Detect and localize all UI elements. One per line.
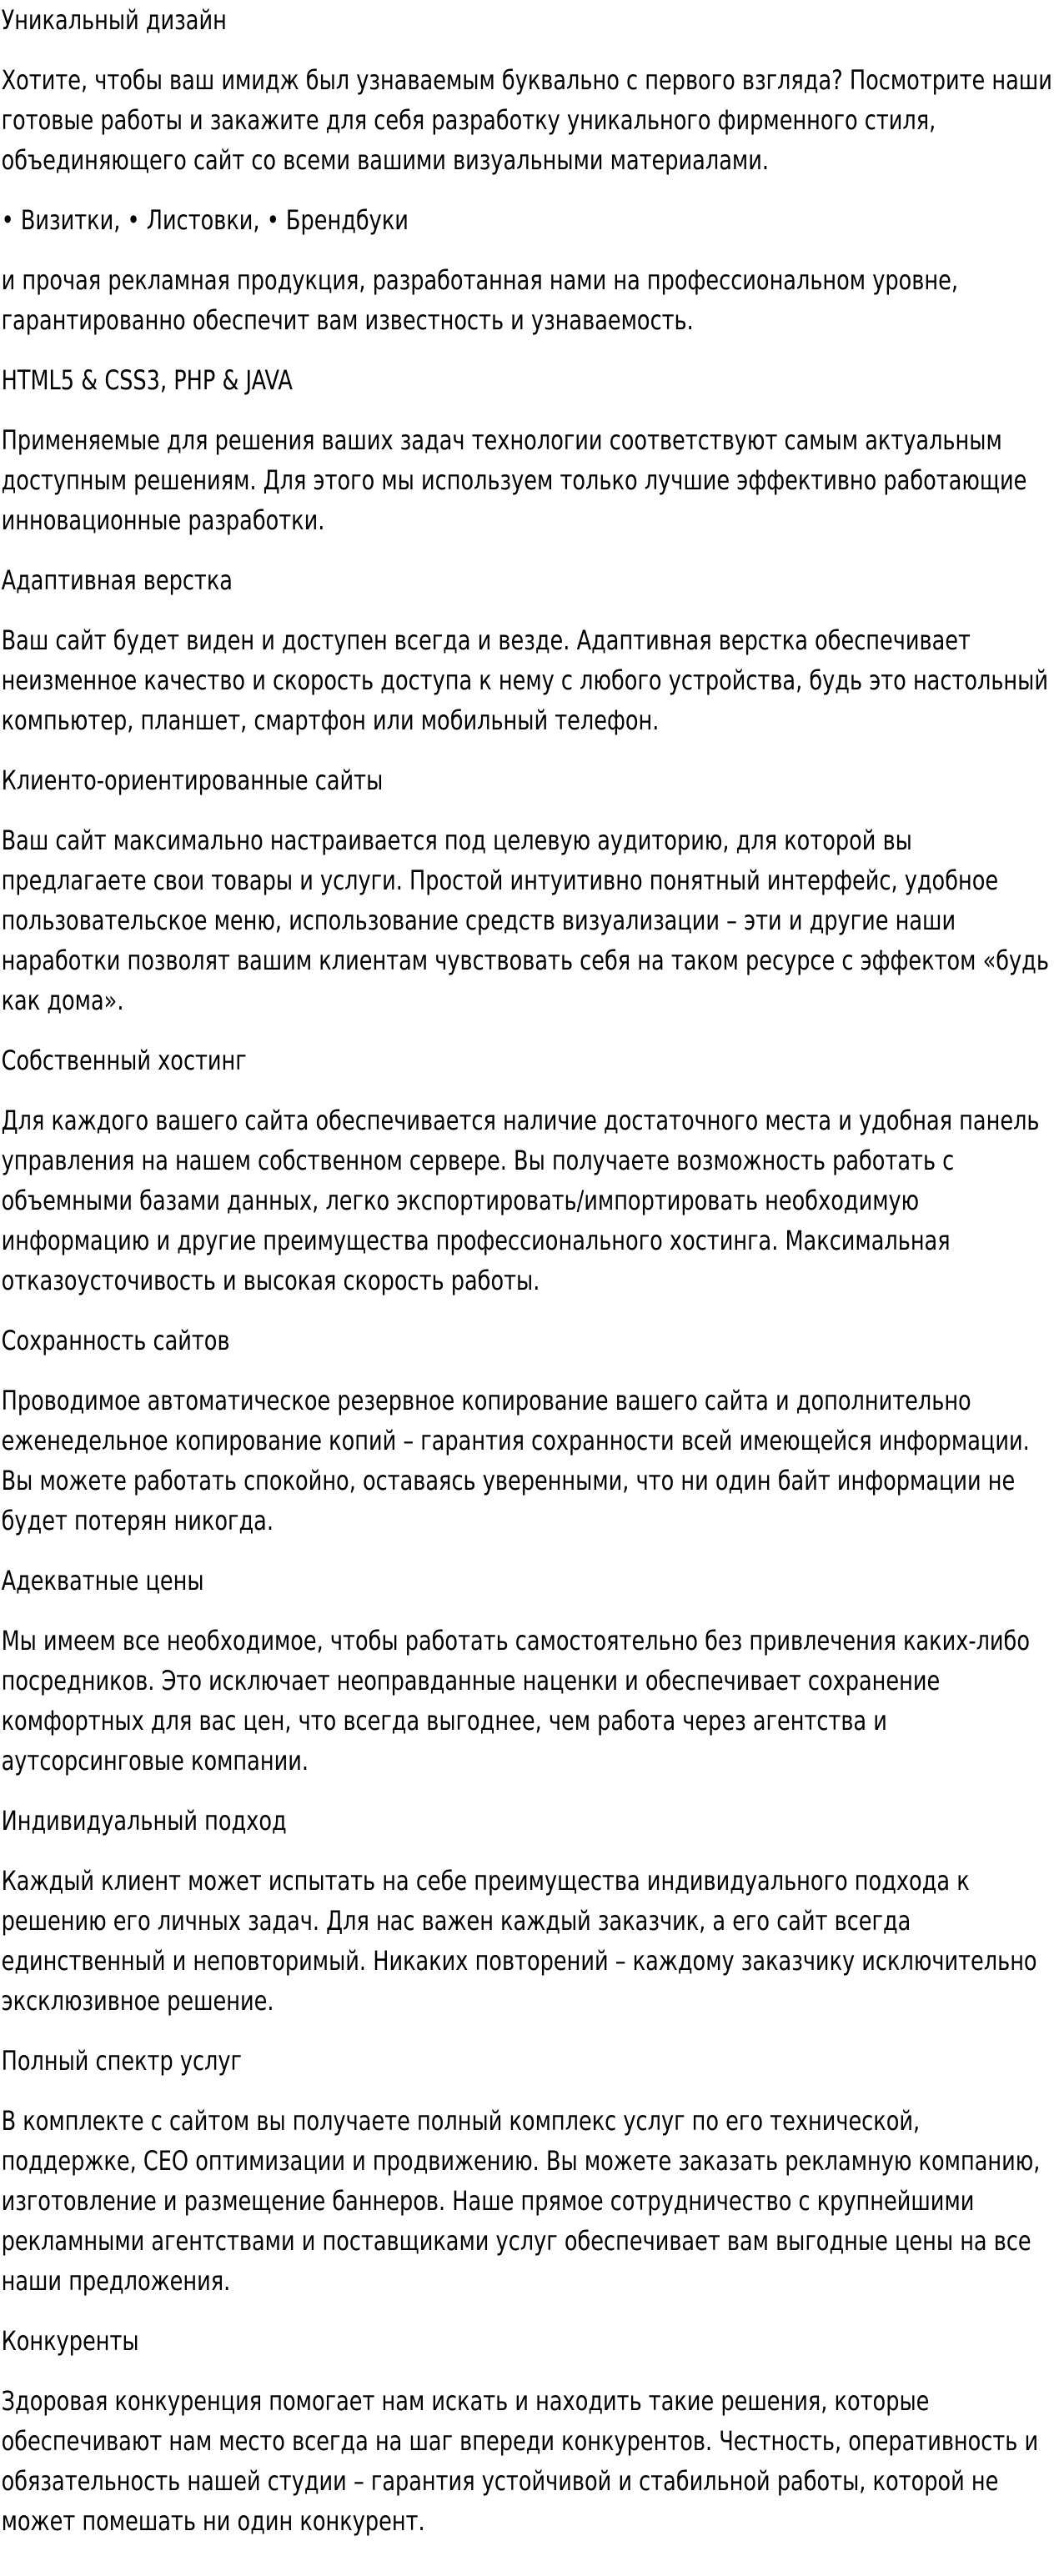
section-heading: Конкуренты [1,2325,139,2357]
section-full-service-range [2,2041,1059,2301]
paragraph: Для каждого вашего сайта обеспечивается наличие достаточного места и удобная панель управления на нашем собственном сервере. Вы получаете возможность работать с объемными базами данных, легко экспортировать/импортировать необходимую информацию и другие преимущества профессионального хостинга. Максимальная отказоусточивость и высокая скорость работы. [1,1105,1040,1296]
section-heading: Полный спектр услуг [1,2045,243,2077]
section-heading: Собственный хостинг [1,1045,247,1076]
paragraph: Мы имеем все необходимое, чтобы работать самостоятельно без привлечения каких-либо посредников. Это исключает неоправданные наценки и обеспечивает сохранение комфортных для вас цен, что всегда выгоднее, чем работа через агентства и аутсорсинговые компании. [1,1625,1030,1777]
section-heading: Индивидуальный подход [1,1805,287,1837]
section-heading: Клиенто-ориентированные сайты [1,764,384,796]
section-adequate-prices [2,1561,1059,1781]
section-technologies [2,360,1059,540]
section-heading: Сохранность сайтов [1,1325,230,1356]
section-heading: Уникальный дизайн [1,4,227,36]
paragraph: и прочая рекламная продукция, разработанная нами на профессиональном уровне, гарантированно обеспечит вам известность и узнаваемость. [1,264,958,336]
section-heading: Адекватные цены [1,1565,204,1596]
paragraph: Ваш сайт максимально настраивается под целевую аудиторию, для которой вы предлагаете свои товары и услуги. Простой интуитивно понятный интерфейс, удобное пользовательское меню, использование средств визуализации – эти и другие наши наработки позволят вашим клиентам чувствовать себя на таком ресурсе с эффектом «будь как дома». [1,824,1049,1016]
section-own-hosting [2,1040,1059,1301]
section-heading: HTML5 & CSS3, PHP & JAVA [1,364,293,396]
section-unique-design [2,0,1059,340]
paragraph: В комплекте с сайтом вы получаете полный комплекс услуг по его технической, поддержке, СЕО оптимизации и продвижению. Вы можете заказать рекламную компанию, изготовление и размещение баннеров. Наше прямое сотрудничество с крупнейшими рекламными агентствами и поставщиками услуг обеспечивает вам выгодные цены на все наши предложения. [1,2105,1041,2297]
paragraph: Применяемые для решения ваших задач технологии соответствуют самым актуальным доступным решениям. Для этого мы используем только лучшие эффективно работающие инновационные разработки. [1,424,1027,536]
paragraph: Ваш сайт будет виден и доступен всегда и везде. Адаптивная верстка обеспечивает неизменное качество и скорость доступа к нему с любого устройства, будь это настольный компьютер, планшет, смартфон или мобильный телефон. [1,624,1048,736]
paragraph: Проводимое автоматическое резервное копирование вашего сайта и дополнительно еженедельное копирование копий – гарантия сохранности всей имеющейся информации. Вы можете работать спокойно, оставаясь уверенными, что ни один байт информации не будет потерян никогда. [1,1385,1030,1536]
section-site-safety [2,1321,1059,1541]
bullet-line: • Визитки, • Листовки, • Брендбуки [1,204,409,236]
section-client-oriented-sites [2,760,1059,1020]
paragraph: Хотите, чтобы ваш имидж был узнаваемым буквально с первого взгляда? Посмотрите наши готовые работы и закажите для себя разработку уникального фирменного стиля, объединяющего сайт со всеми вашими визуальными материалами. [1,64,1052,176]
paragraph: Здоровая конкуренция помогает нам искать и находить такие решения, которые обеспечивают нам место всегда на шаг впереди конкурентов. Честность, оперативность и обязательность нашей студии – гарантия устойчивой и стабильной работы, которой не может помешать ни один конкурент. [1,2385,1039,2537]
section-heading: Адаптивная верстка [1,564,233,596]
section-adaptive-layout [2,560,1059,740]
section-competitors [2,2321,1059,2541]
paragraph: Каждый клиент может испытать на себе преимущества индивидуального подхода к решению его личных задач. Для нас важен каждый заказчик, а его сайт всегда единственный и неповторимый. Никаких повторений – каждому заказчику исключительно эксклюзивное решение. [1,1865,1037,2017]
section-individual-approach [2,1801,1059,2021]
